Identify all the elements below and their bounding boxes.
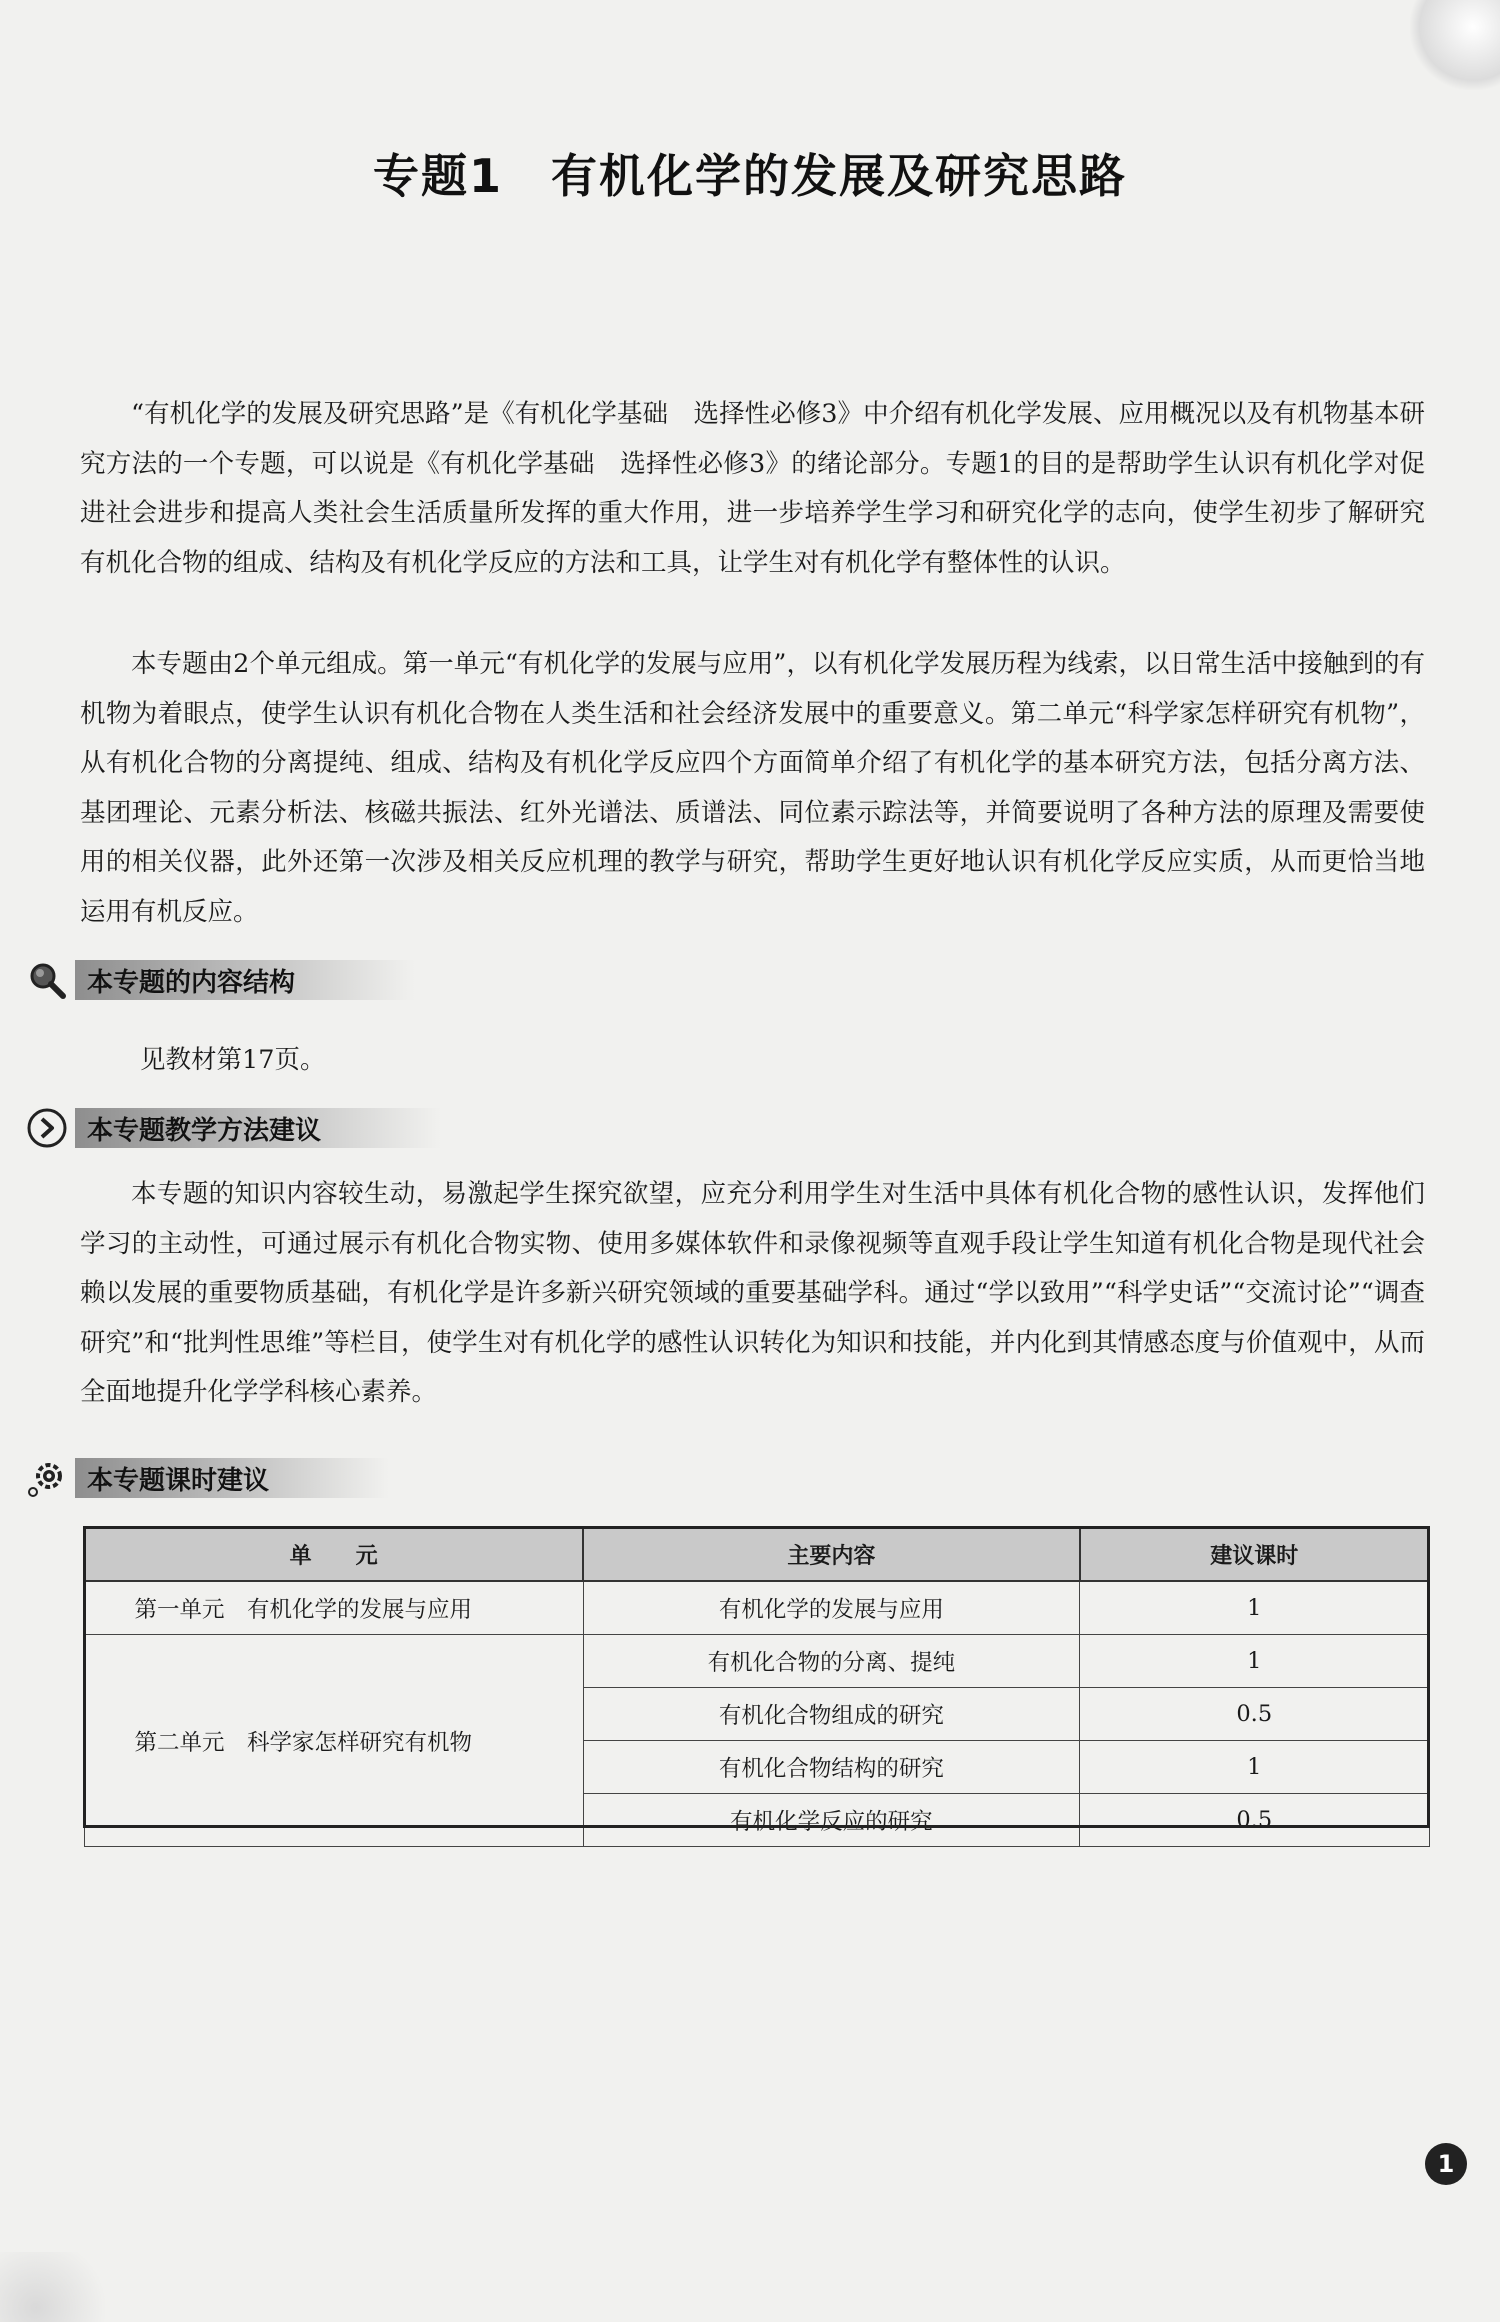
chevron-circle-icon	[25, 1106, 69, 1150]
magnifier-icon	[25, 958, 69, 1002]
section-teaching-methods-header	[25, 1106, 441, 1150]
content-cell: 有机化学反应的研究	[583, 1794, 1079, 1847]
section-content-structure-header	[25, 958, 415, 1002]
bottom-decoration	[0, 2252, 120, 2322]
header-unit: 单 元	[84, 1527, 583, 1581]
content-cell: 有机化合物组成的研究	[583, 1688, 1079, 1741]
gear-icon	[25, 1456, 69, 1500]
unit-cell: 第二单元 科学家怎样研究有机物	[84, 1635, 583, 1847]
table-row	[84, 1581, 1429, 1635]
hours-cell: 1	[1080, 1635, 1429, 1688]
page-number: 1	[1425, 2143, 1467, 2185]
page-title: 专题1 有机化学的发展及研究思路	[372, 149, 1127, 203]
schedule-table	[83, 1526, 1430, 1847]
table-header-row	[84, 1527, 1429, 1581]
content-cell: 有机化学的发展与应用	[583, 1581, 1079, 1635]
content-cell: 有机化合物的分离、提纯	[583, 1635, 1079, 1688]
corner-decoration	[1410, 0, 1500, 90]
hours-cell: 0.5	[1080, 1688, 1429, 1741]
table-row	[84, 1635, 1429, 1688]
hours-cell: 0.5	[1080, 1794, 1429, 1847]
section-heading: 本专题课时建议	[75, 1458, 389, 1498]
content-cell: 有机化合物结构的研究	[583, 1741, 1079, 1794]
intro-paragraph-2: 本专题由2个单元组成。第一单元“有机化学的发展与应用”，以有机化学发展历程为线索，以日常生活中接触到的有机物为着眼点，使学生认识有机化合物在人类生活和社会经济发展中的重要意义。第二单元“科学家怎样研究有机物”，从有机化合物的分离提纯、组成、结构及有机化学反应四个方面简单介绍了有机化学的基本研究方法，包括分离方法、基团理论、元素分析法、核磁共振法、红外光谱法、质谱法、同位素示踪法等，并简要说明了各种方法的原理及需要使用的相关仪器，此外还第一次涉及相关反应机理的教学与研究，帮助学生更好地认识有机化学反应实质，从而更恰当地运用有机反应。	[80, 649, 1425, 927]
section-schedule-header	[25, 1456, 389, 1500]
unit-cell: 第一单元 有机化学的发展与应用	[84, 1581, 583, 1635]
header-hours: 建议课时	[1080, 1527, 1429, 1581]
hours-cell: 1	[1080, 1581, 1429, 1635]
intro-paragraph-1: “有机化学的发展及研究思路”是《有机化学基础 选择性必修3》中介绍有机化学发展、应用概况以及有机物基本研究方法的一个专题，可以说是《有机化学基础 选择性必修3》的绪论部分。专题1的目的是帮助学生认识有机化学对促进社会进步和提高人类社会生活质量所发挥的重大作用，进一步培养学生学习和研究化学的志向，使学生初步了解研究有机化合物的组成、结构及有机化学反应的方法和工具，让学生对有机化学有整体性的认识。	[80, 399, 1425, 578]
content-structure-text: 见教材第17页。	[140, 1045, 326, 1075]
section-heading: 本专题教学方法建议	[75, 1108, 441, 1148]
section-heading: 本专题的内容结构	[75, 960, 415, 1000]
header-content: 主要内容	[583, 1527, 1079, 1581]
hours-cell: 1	[1080, 1741, 1429, 1794]
teaching-methods-paragraph: 本专题的知识内容较生动，易激起学生探究欲望，应充分利用学生对生活中具体有机化合物的感性认识，发挥他们学习的主动性，可通过展示有机化合物实物、使用多媒体软件和录像视频等直观手段让学生知道有机化合物是现代社会赖以发展的重要物质基础，有机化学是许多新兴研究领域的重要基础学科。通过“学以致用”“科学史话”“交流讨论”“调查研究”和“批判性思维”等栏目，使学生对有机化学的感性认识转化为知识和技能，并内化到其情感态度与价值观中，从而全面地提升化学学科核心素养。	[80, 1179, 1425, 1408]
